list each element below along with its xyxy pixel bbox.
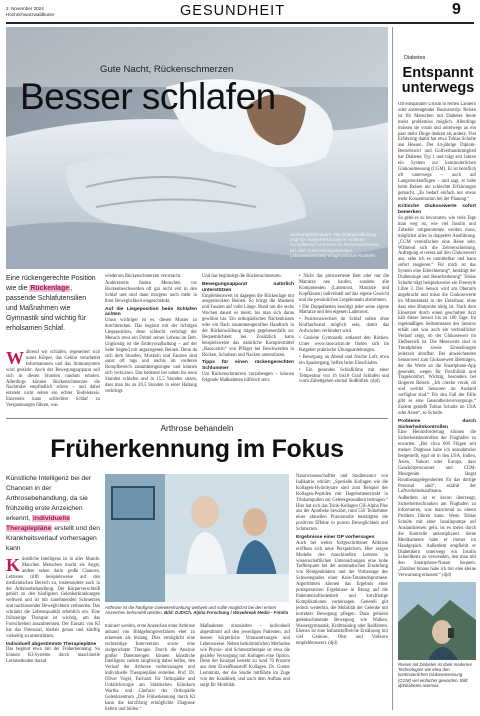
- ai-col1-para: Das beginnt etwa mit der Früherkennung: So können KI-Systeme durch maschinelle Lernmethoden darauf: [6, 647, 100, 665]
- diabetes-photo-caption: Reisen mit Diabetes ist dank moderner Technologien wie etwa den kontinuierlichen Glukosemessung (CGM) viel einfacher geworden. Bild: djd/diabetes.acemsia: [398, 662, 473, 688]
- diabetes-para: Außerdem ist er davon überzeugt, Sicherheitsschranken am Flughafen zu informieren, was manchmal zu einem Problem führen kann. Wenn Tobias Schulte mit einer Insulinpumpe auf Auslandsreisen geht, ist es meist durch die Kontrolle unkompliziert. Seine Medikamente habe er immer im Handgepäck. Außerdem empfiehlt er Diabetikern unterwegs ein Insulin Schnelltests zu verwenden, den man mit den Smartphone-Nutzer bequem. „Darüber hinaus habe ich mir eine kleine Verwarnung erlassen!“ (djd): [398, 496, 476, 579]
- publication-name: Hochschwarzwaldkurier: [6, 12, 55, 17]
- diabetes-subhead2: Probleme durch Sicherheitskontrollen: [398, 418, 476, 430]
- ai-col4-para: Auch bei weiter fortgeschrittener Arthrose eröffnen sich neue Perspektiven. Hier zeigen Modelle des maschinellen Lernens in wissenschaftlichen Untersuchungen eine hohe Trefferquote bei der automatischen Einstufung von Röntgenbildern und der Vorhersage des Schweregrades einer Knie-Totalendoprothese. Algorithmen können das Ergebnis einer postoperativen Ergebnisse in Bezug auf die Patientenzufriedenheit und kurzfristige Komplikationen vorhersagen. Generell gilt jedoch weiterhin, die Mobilität der Gelenke mit korrekter Bewegung pflegen. Dazu gehören gelenkschonende Bewegung wie Walken, Wassergymnastik, Krafttraining oder Radfahren. Ebenso ist eine ballaststoffreiche Ernährung mit viel Gemüse, Obst und Vollkorn empfehlenswert. (djd): [296, 540, 388, 647]
- sleep-col3: [202, 274, 294, 385]
- sleep-lead: Eine rückengerechte Position wie die Rückenlage, passende Schlafutensilien und Maßnahmen wie Gymnastik sind wichtig für erholsamen Schlaf.: [6, 275, 96, 332]
- sleep-col2-subhead: Auf die Liegeposition beim Schlafen achten: [105, 306, 197, 318]
- sleep-col2-para: Umso wichtiger ist es, diesen Muster zu durchbrechen. Das beginnt mit der richtigen Liegeposition, denn schlecht verbringt der Mensch etwa ein Drittel seines Lebens im Bett. Ungünstig ist die Embryonalhaltung – auf der Seite liegend mit angezogenen Beinen. Denn da sich dem Stunden, Muskeln und Faszien sind sonst oft tags und nachts im vorderen Rumpfbereich zusammengezogen und können sich verkürzen. Das bedeutet bei nahen bis neun Stunden schlafen und in 15,5 Stunden sitzen, dass man bis zu 20,5 Stunden in einer Haltung verbringt.: [105, 318, 197, 394]
- bullet-item: • Ein gesundes Schlafklima mit einer Temperatur von 16 bis18 Grad Schlafen und vorm Zubettgehen einmal Stoßlüften. (djd): [299, 367, 389, 385]
- sleep-photo-caption: Nicht empfehlenswert: Die Embryonalhaltung trägt zur Muskelverkürzung in vorderen Rumpfbereich und somit zu Rückenschmerzen bei. Bild: DJD/Homöopathisches Laboratorium/Getty Images/Michail Rudenko: [290, 232, 380, 258]
- sleep-col3-subhead: Bewegungsapparat natürlich unterstützen: [202, 281, 294, 293]
- mountain-view-illustration: [398, 582, 476, 660]
- ai-col2: [105, 624, 195, 714]
- sleep-col2-para: Andererseits finden Menschen vor Rückenbeschwerden oft gar nicht erst in den Schlaf und sind dann morgens noch mehr in ihrer Beweglichkeit eingeschränkt.: [105, 280, 197, 304]
- ai-photo: [105, 474, 289, 602]
- bullet-item: • Die Doppelbetten benötigt jeder seine eigene Matratze und den eigenen Lattenrost.: [299, 304, 389, 316]
- ai-col3: [200, 624, 290, 690]
- ai-col2-para: trainiert werden, erste Anzeichen einer Arthrose anhand von Bildgebungsverfahren eher zu erkennen als bislang. Dies ermöglicht eine rechtzeitige Intervention sowie eine zielgerichtete Therapie. Durch die Analyse großer Datenmengen können künstliche Intelligenz zudem langfristig dabei helfen, den Verlauf der Arthrose vorherzusagen und individuelle Therapiepläne erstellen. Prof. Dr. Oliver Vogel, Facharzt für Orthopädie und Unfallchirurgie am Städtischen Klinikum Wartha und Chefarzt der Orthopädie Gelenkzentrum „Die Früherkennung durch KI kann die kurzfristig ermöglichte Diagnose liefern und bilden.“: [105, 624, 195, 712]
- sleep-col1-para: ährend wir schlafen, regeneriert sich unser Körper, das Gehirn verarbeitet Informationen und das Immunsystem wird gestärkt. Auch der Bewegungsapparat soll sich in diesen Stunden rundum erholen. Allerdings können Rückenschmerzen die Nachtruhe empfindlich stören – und dabei entsteht nicht selten ein echter Teufelskreis. Einerseits kann schlechter Schlaf zu Verspannungen führen, was: [6, 350, 100, 409]
- sleep-kicker: Gute Nacht, Rückenschmerzen: [100, 64, 234, 75]
- ai-kicker: Arthrose behandeln: [160, 423, 234, 433]
- diabetes-para: Eine Herausforderung können die Sicherheitskontrollen der Flughäfen zu erwarten. „Bei circa 600 Flügen seit meiner Diagnose habe ich ausnahmslos festgestellt, egal ob in den USA, Indien, Asien, Nahost oder Europa, dass Ganzkörperscanner und CGM-Messgeräte längst Routineangelegenheiten für das dortige Personal sind“, erzählt der Luftverkehrskaufmann.: [398, 430, 476, 495]
- ai-lead: Künstliche Intelligenz bei der Chancen in der Arthrosebehandlung, da sie frühzeitig erste Anzeichen erkennt, individuelle Therapiepläne erstellt und den Krankheitsverlauf vorhersagen kann: [6, 475, 100, 552]
- header-rule: [6, 22, 474, 24]
- sleep-col1: [6, 350, 100, 410]
- diabetes-headline: Entspannt unterwegs: [401, 65, 475, 96]
- sleep-col2-para: wiederum Rückenschmerzen verursacht.: [105, 274, 182, 279]
- diabetes-subhead: Kritische Glukosewerte sofort bemerken: [398, 204, 476, 216]
- column-divider: [392, 27, 393, 710]
- diabetes-photo: [398, 582, 476, 660]
- ai-col1: [6, 557, 100, 666]
- bullet-item: • Bewegung an Abend und frische Luft, etwa ein Spaziergang, helfen beim Einschlafen.: [299, 354, 389, 366]
- ai-headline: Früherkennung im Fokus: [50, 435, 344, 463]
- lead-highlight: Rückenlage: [30, 285, 70, 292]
- doctor-patient-illustration: [105, 474, 289, 602]
- section-divider: [6, 418, 388, 419]
- ai-col4-para: Naturwissenschaftler und Studienautor von Indikatrie, erklärt: „Spezielle Kollagen wie die Kollagen-Hydrolysate sind zum Beispiel der Kollagen-Peptiden mit Hagebuttenextrakt in Trinkampullen zur Gelenkgesundheit beitragen.“ Hier hat sich das Trink-Kollagen CH-Alpha Plus aus der Apotheke bewährt, rund 550 Teilnehmer einer aktuellen Praxisstudie bestätigten die positiven Effekte in puncto Beweglichkeit und Schmerzen.: [296, 474, 388, 533]
- ai-col1-subhead: Individuell abgestimmte Therapiepläne: [6, 641, 97, 647]
- diabetes-para: So gelte es zu bevorraten, wie viele Tage man weg ist, wie viel Insulin und Zubehör mitgenommen werden muss, möglichst alles in doppelter Ausführung. „CGM vereinfachen eine Reise sehr. Während sich die Zeitverschiebung, Aufregung et cetera auf den Glukosewert aus, sehe ich es unmittelbar und kann sofort reagieren.“ Für mich ist das System eine Erleichterung“, bestätigt der Diabetologe und Reiseforderung“ Tobias Schulte trägt beispielsweise ein Freestyle Libre 3. Der Sensor wird am Oberarm angebracht und misst die Glukosewerte im Minutentakt in der Unterhaut, ohne dass eine Blutprobe nötig ist. Nach dem Einsetzen durch einen geschulten Arzt hält dieser Sensor bis zu 180 Tage. Im regelmäßigen Selbstmessen des Sensors erhält und was auch ein verbindlicher Verlauf zeigt, ob der Glukosewert im Zielbereich ist. Die Messwerte sind in Trendpfeilen sowie Einstellungen jederzeit abrufbar. Bei abweichenden Sensorwert zum Glukosewert übertragen, der die Werte an die Smartphone-App gesendet, wegen für Flexibilität und Tragekomfort. Wichtig, besonders bei längeren Reisen: „Ich checke vorab, ob und welche Sensoren im Ausland verfügbar sind.“ Für den Fall der Fälle gibt es eine Gesundheitsversorgungs.“ Zudem genießt Tobias Schulte im USA oder Asien“, so Schulte.: [398, 216, 476, 416]
- sleep-col3-para: Um Rückenschmerzen vorzubeugen – können folgende Maßnahmen hilfreich sein:: [202, 372, 294, 383]
- ai-col4-subhead: Ergebnisse einer OP vorhersagen: [296, 535, 375, 541]
- section-title: GESUNDHEIT: [180, 3, 286, 19]
- page-number: 9: [452, 1, 461, 18]
- ai-col3-para: Maßnahmen einzuleiten – individuell abgestimmt auf den jeweiligen Patienten, auf dessen körperliche Voraussetzungen und Lebensweise. Neben herkömmlichen Methoden wie Physio- und Schmerztherapie ist etwa die gezielte Versorgung mit Kollagen eine Option. Denn der Knorpel besteht zu rund 70 Prozent aus dem Eiweißbaustoff Kollagen. Dr. Gunter Lemmnitz, der die Studie mitführte im Zuge von der Krankheit, und nach dem Aufbau und sorgt für Mobilität.: [200, 624, 290, 689]
- ai-photo-caption: Arthrose ist die häufigste Gelenkerkrankung weltweit und sollte möglichst bei den ersten Anzeichen behandelt werden. Bild: DJD/Ch. Alpha Forschung / Wavebreak Media - Fotolia: [105, 605, 289, 616]
- bullet-item: • Gezielte Gymnastik entlastet den Rücken. Unter www.rasocalcin.de finden sich im Ratgeber praktische Übungsanleitungen.: [299, 336, 389, 353]
- ai-col4: [296, 474, 388, 648]
- diabetes-para: Oft entspannter Urlaub in fernen Ländern oder anstrengender Businesstrip: Reisen ist für Menschen mit Diabetes heute meist problemlos möglich. Allerdings müssen sie vorab und unterwegs an ein paar mehr Dinge denken als andere. Viel Erfahrung damit hat etwa Tobias Schulte aus Hessen. Der 44-jährige Diplom-Betriebswirt und Golfverbandsmitglied hat Diabetes Typ 1 und trägt seit Jahren ein System zur kontinuierlichen Glukosemessung (CGM). Er ist beruflich oft unterwegs – auch auf Langstreckenflügen – und sagt, er habe beim Reisen nie schlechte Erfahrungen gemacht. „Es bedarf einfach nur etwas mehr Konzentration bei der Planung.“: [398, 102, 476, 202]
- bullet-item: • Nicht das preiswerteste Bett oder nur die Matratze neu kaufen, sondern alle Komponenten (Lattenrost, Matratze und Kopfkissen) individuell auf das eigene Gewicht und die persönlichen Liegekontakt abstimmen.: [299, 274, 389, 303]
- bullet-item: • Positionswechsel im Schlaf sollen ohne Kraftaufwand möglich sein, damit das Aufwachen verhindert wird.: [299, 317, 389, 335]
- ai-col1-para: ünstliche Intelligenz ist in aller Munde. Manchen Menschen macht sie Angst, andere sehen darin große Chancen. Letzteres trifft beispielsweise auf den medizinischen Bereich zu, insbesondere auch in der Arthrosebehandlung. Der Körperverschleiß gehört zu den häufigsten Gelenkerkrankungen weltweit und ist mit zunehmenden Schmerzen und nachlassender Beweglichkeit verbunden. Das schränkt die Lebensqualität erheblich ein. Eine frühzeitige Therapie ist wichtig, um das Fortschreiten auszubremsen. Der Einsatz von KI hat das Potenzial, hierbei genau und künftig vielseitig zu unterstützen.: [6, 557, 100, 639]
- sleep-headline: Besser schlafen: [20, 76, 276, 117]
- sleep-col4-bullets: [299, 274, 389, 386]
- sleep-col3-para: Und das begünstigt die Rückenschmerzen.: [202, 274, 282, 279]
- diabetes-body: [398, 102, 476, 580]
- sleep-col3-subhead2: Tipps für einen rückengerechten Schlummer: [202, 360, 294, 372]
- lead-highlight: individuelle Therapiepläne: [6, 515, 70, 532]
- sleep-photo: [6, 27, 388, 269]
- issue-date: 2. November 2024: [6, 6, 44, 11]
- ai-dropcap: K: [6, 555, 21, 575]
- sleep-col2: [105, 274, 197, 396]
- sleep-col3-para: Empfehlenswert ist dagegen die Rückenlage mit ausgestreckten Beinen. So bringt die Muskeln und Faszien auf volle Länge. Rund um die sechs Wochen dauert es meist, bis man sich daran gewöhnt hat. Ein orthopädisches Nackenkissen oder ein flach zusammengerolltes Handtuch in der Rückenwölbung tragen gegebenenfalls zur Bequemlichkeit bei. Zusätzlich kann beispielsweise das natürliche Komplexmittel „Rasocalcin“ von Pflüger bei Beschwerden in Rücken, Schultern und Nacken unterstützen.: [202, 293, 294, 358]
- sleep-dropcap: W: [6, 348, 24, 368]
- diabetes-kicker: Diabetes: [404, 55, 426, 61]
